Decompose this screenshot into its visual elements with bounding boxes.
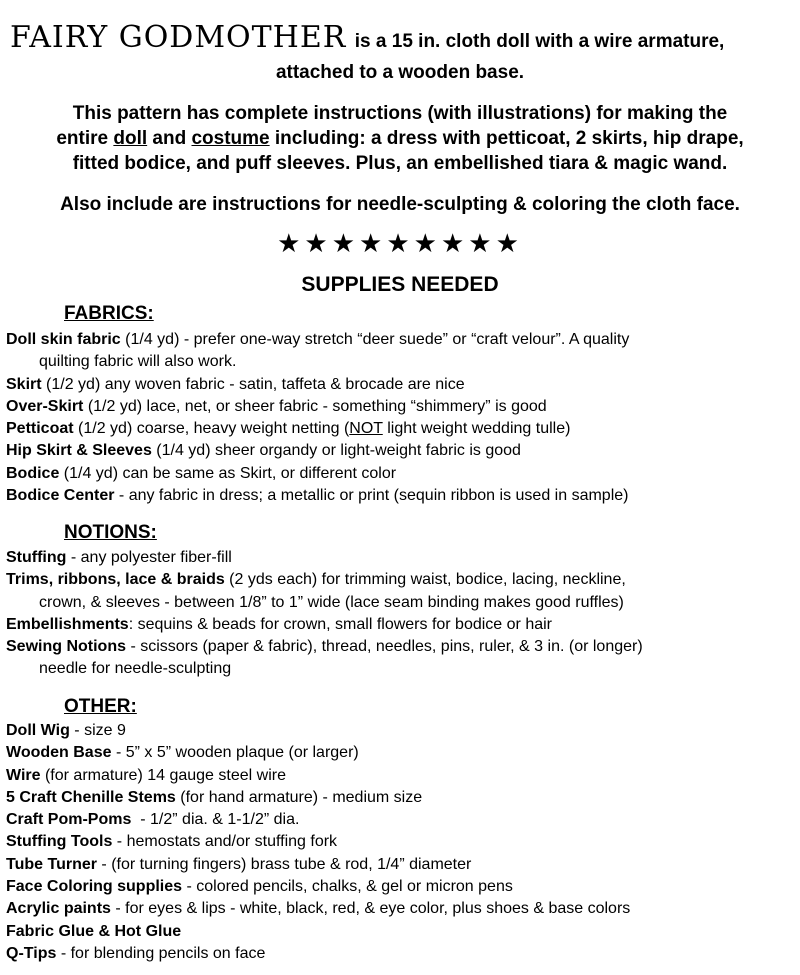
item-text: - any fabric in dress; a metallic or print (sequin ribbon is used in sample) (114, 487, 629, 505)
item-text: (1/2 yd) any woven fabric - satin, taffeta & brocade are nice (41, 375, 465, 393)
item-label: Tube Turner (6, 855, 97, 873)
item-label: Bodice (6, 464, 60, 482)
list-item (6, 898, 796, 920)
description-line-1: This pattern has complete instructions (with illustrations) for making the (72, 103, 728, 124)
item-label: Petticoat (6, 420, 74, 438)
item-label: Bodice Center (6, 487, 115, 505)
list-item (6, 921, 796, 943)
list-item (6, 547, 796, 569)
list-item (6, 787, 796, 809)
list-item (6, 720, 796, 742)
item-text: (1/4 yd) - prefer one-way stretch “deer suede” or “craft velour”. A quality (120, 331, 630, 348)
desc-text: including: a dress with petticoat, 2 skirts, hip drape, (269, 128, 744, 149)
list-item (6, 831, 796, 853)
list-item (6, 396, 796, 418)
doll-name-title: FAIRY GODMOTHER (10, 20, 347, 55)
item-text: light weight wedding tulle) (382, 420, 571, 438)
item-label: Stuffing (6, 549, 67, 566)
list-item (6, 440, 796, 462)
item-label: Fabric Glue & Hot Glue (6, 922, 182, 940)
fabrics-heading: FABRICS: (64, 303, 154, 324)
item-label: Acrylic paints (6, 900, 111, 918)
list-item (6, 329, 796, 374)
list-item (6, 614, 796, 636)
item-label: Wooden Base (6, 744, 112, 762)
item-text: - 1/2” dia. & 1-1/2” dia. (131, 811, 300, 829)
item-continuation: crown, & sleeves - between 1/8” to 1” wide (lace seam binding makes good ruffles) (39, 593, 624, 611)
list-item (6, 742, 796, 764)
desc-text: and (147, 128, 192, 149)
list-item (6, 374, 796, 396)
list-item (6, 943, 796, 965)
list-item (6, 876, 796, 898)
list-item (6, 854, 796, 876)
item-text: - any polyester fiber-fill (66, 549, 232, 566)
list-item (6, 809, 796, 831)
description-line-3: fitted bodice, and puff sleeves. Plus, an embellished tiara & magic wand. (72, 153, 728, 174)
item-text: - 5” x 5” wooden plaque (or larger) (111, 744, 359, 762)
list-item (6, 485, 796, 507)
star-divider: ★★★★★★★★★ (277, 228, 523, 258)
item-text: - for eyes & lips - white, black, red, & eye color, plus shoes & base colors (110, 900, 631, 918)
other-heading: OTHER: (64, 696, 137, 717)
item-label: Wire (6, 766, 41, 784)
supplies-heading: SUPPLIES NEEDED (301, 273, 499, 296)
item-label: Sewing Notions (6, 638, 126, 656)
list-item (6, 463, 796, 485)
item-label: Face Coloring supplies (6, 878, 183, 896)
item-label: 5 Craft Chenille Stems (6, 788, 176, 806)
title-line (10, 20, 724, 55)
item-label: Stuffing Tools (6, 833, 113, 851)
list-item (6, 418, 796, 440)
description-line-2 (0, 126, 800, 151)
item-text: - for blending pencils on face (56, 944, 266, 962)
item-label: Hip Skirt & Sleeves (6, 442, 152, 460)
item-text: (1/4 yd) sheer organdy or light-weight fabric is good (151, 442, 521, 460)
item-text: (1/2 yd) lace, net, or sheer fabric - something “shimmery” is good (83, 397, 547, 415)
item-label: Over-Skirt (6, 397, 84, 415)
item-label: Doll skin fabric (6, 331, 121, 348)
list-item (6, 765, 796, 787)
item-label: Trims, ribbons, lace & braids (6, 571, 225, 589)
item-text: - hemostats and/or stuffing fork (112, 833, 338, 851)
list-item (6, 636, 796, 681)
item-text: (1/4 yd) can be same as Skirt, or different color (59, 464, 397, 482)
desc-text: entire (56, 128, 114, 149)
fabrics-list (6, 329, 796, 507)
item-text: - size 9 (69, 722, 126, 739)
item-text: - scissors (paper & fabric), thread, needles, pins, ruler, & 3 in. (or longer) (126, 638, 643, 656)
costume-underlined: costume (191, 128, 270, 149)
doll-underlined: doll (113, 128, 148, 149)
title-description: is a 15 in. cloth doll with a wire armature, (354, 31, 725, 52)
item-label: Embellishments (6, 615, 129, 633)
item-text: (2 yds each) for trimming waist, bodice, lacing, neckline, (224, 571, 626, 589)
notions-list (6, 547, 796, 681)
item-label: Craft Pom-Poms (6, 811, 132, 829)
item-continuation: needle for needle-sculpting (39, 660, 232, 678)
list-item (6, 569, 796, 614)
also-included-line: Also include are instructions for needle-sculpting & coloring the cloth face. (60, 194, 740, 215)
item-text: (for hand armature) - medium size (175, 788, 423, 806)
item-label: Q-Tips (6, 944, 57, 962)
item-text: (1/2 yd) coarse, heavy weight netting ( (73, 420, 350, 438)
not-underlined: NOT (349, 420, 383, 438)
notions-heading: NOTIONS: (64, 522, 157, 543)
item-text: : sequins & beads for crown, small flowers for bodice or hair (128, 615, 552, 633)
item-text: - colored pencils, chalks, & gel or micron pens (182, 878, 513, 896)
other-list (6, 720, 796, 965)
title-line-2: attached to a wooden base. (275, 62, 525, 83)
item-label: Doll Wig (6, 722, 70, 739)
item-text: - (for turning fingers) brass tube & rod, 1/4” diameter (96, 855, 472, 873)
item-label: Skirt (6, 375, 42, 393)
item-continuation: quilting fabric will also work. (39, 353, 237, 371)
item-text: (for armature) 14 gauge steel wire (40, 766, 286, 784)
